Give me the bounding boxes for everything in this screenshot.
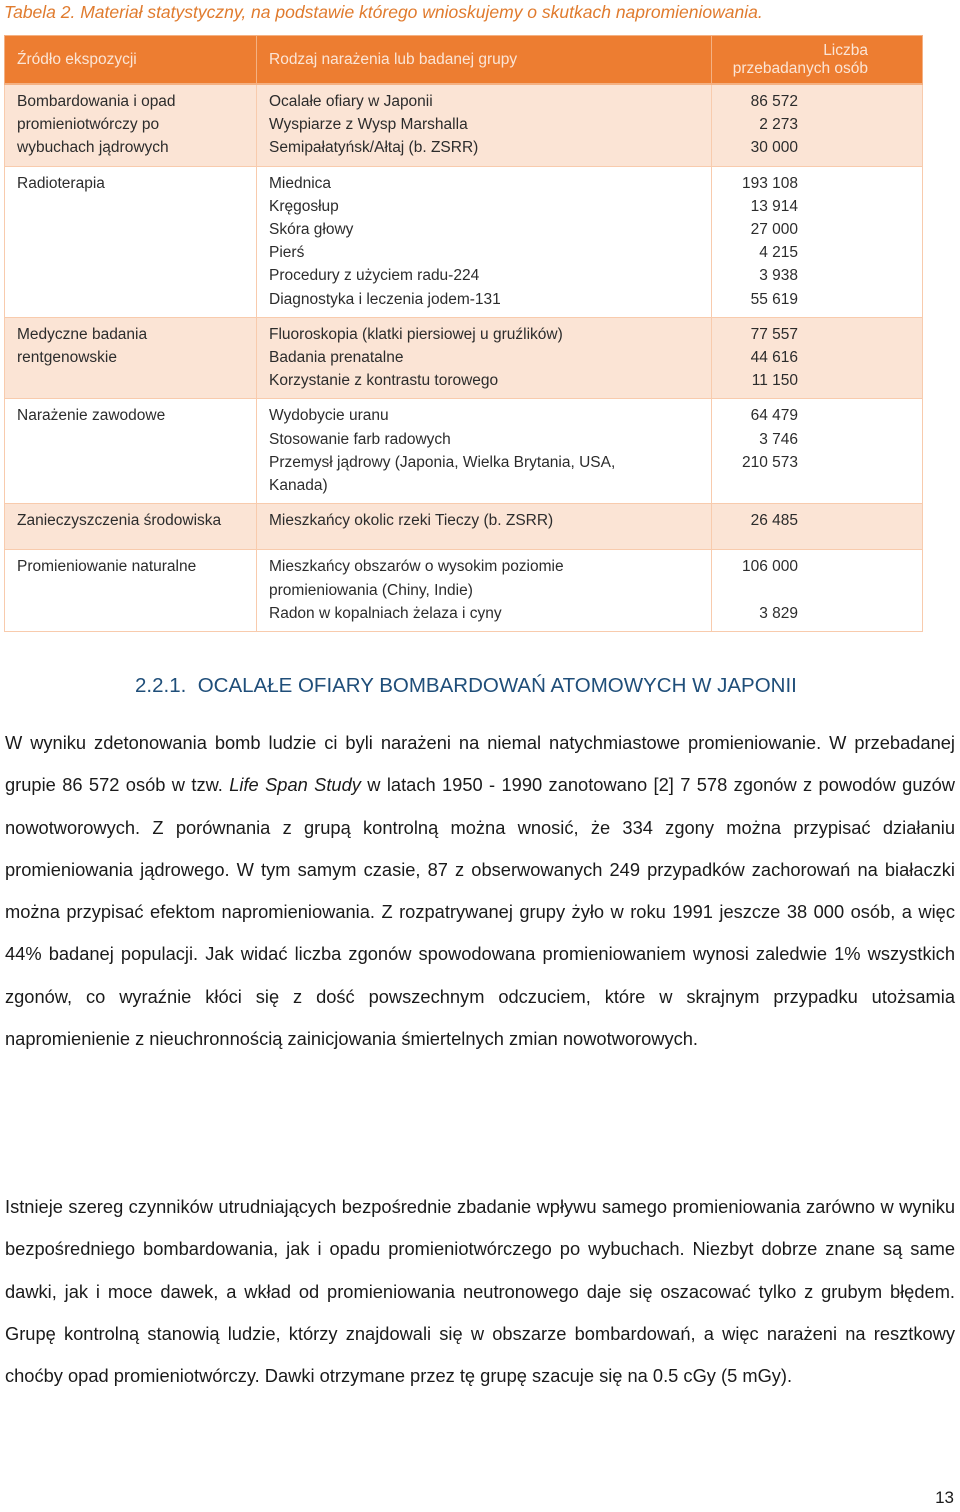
exposure-group-cell: Fluoroskopia (klatki piersiowej u gruźlików) Badania prenatalne Korzystanie z kontrastu torowego	[257, 317, 712, 399]
count-cell: 106 000 3 829	[712, 550, 923, 632]
section-heading	[135, 674, 797, 698]
exposure-source-cell: Bombardowania i opad promieniotwórczy po wybuchach jądrowych	[5, 84, 257, 166]
table-caption: Tabela 2. Materiał statystyczny, na podstawie którego wnioskujemy o skutkach napromieniowania.	[4, 2, 763, 22]
body-paragraph: Istnieje szereg czynników utrudniających bezpośrednie zbadanie wpływu samego promieniowania zarówno w wyniku bezpośredniego bombardowania, jak i opadu promieniotwórczego po wybuchach. Niezbyt dobrze znane są same dawki, jak i moce dawek, a wkład od promieniowania neutronowego daje się oszacować tylko z grubym błędem. Grupę kontrolną stanowią ludzie, którzy znajdowali się w obszarze bombardowań, a więc narażeni na resztkowy choćby opad promieniotwórczy. Dawki otrzymane przez tę grupę szacuje się na 0.5 cGy (5 mGy).	[5, 1196, 955, 1387]
exposure-group-cell: Wydobycie uranu Stosowanie farb radowych Przemysł jądrowy (Japonia, Wielka Brytania, USA, Kanada)	[257, 399, 712, 504]
exposure-source-cell: Radioterapia	[5, 166, 257, 317]
count-cell: 64 479 3 746 210 573	[712, 399, 923, 504]
count-cell: 193 108 13 914 27 000 4 215 3 938 55 619	[712, 166, 923, 317]
header-count: Liczba przebadanych osób	[712, 36, 923, 85]
exposure-group-cell: Ocalałe ofiary w Japonii Wyspiarze z Wysp Marshalla Semipałatyńsk/Ałtaj (b. ZSRR)	[257, 84, 712, 166]
study-name: Life Span Study	[229, 774, 361, 796]
section-number: 2.2.1.	[135, 674, 187, 697]
table-row	[5, 399, 923, 504]
table-header-row	[5, 36, 923, 85]
header-exposure-type: Rodzaj narażenia lub badanej grupy	[257, 36, 712, 85]
table-row	[5, 504, 923, 550]
table-row	[5, 84, 923, 166]
statistics-table	[4, 35, 923, 632]
count-cell: 77 557 44 616 11 150	[712, 317, 923, 399]
body-paragraph: W wyniku zdetonowania bomb ludzie ci byli narażeni na niemal natychmiastowe promieniowanie. W przebadanej grupie 86 572 osób w tzw. Life Span Study w latach 1950 - 1990 zanotowano [2] 7 578 zgonów z powodów guzów nowotworowych. Z porównania z grupą kontrolną można wnosić, że 334 zgony można przypisać działaniu promieniowania jądrowego. W tym samym czasie, 87 z obserwowanych 249 przypadków zachorowań na białaczki można przypisać efektom napromieniowania. Z rozpatrywanej grupy żyło w roku 1991 jeszcze 38 000 osób, a więc 44% badanej populacji. Jak widać liczba zgonów spowodowana promieniowaniem wynosi zaledwie 1% wszystkich zgonów, co wyraźnie kłóci się z dość powszechnym odczuciem, które w skrajnym przypadku utożsamia napromienienie z nieuchronnością zainicjowania śmiertelnych zmian nowotworowych.	[5, 732, 955, 1050]
count-cell: 86 572 2 273 30 000	[712, 84, 923, 166]
exposure-source-cell: Zanieczyszczenia środowiska	[5, 504, 257, 550]
page-number: 13	[935, 1488, 954, 1507]
exposure-group-cell: Miednica Kręgosłup Skóra głowy Pierś Procedury z użyciem radu-224 Diagnostyka i leczenia jodem-131	[257, 166, 712, 317]
count-cell: 26 485	[712, 504, 923, 550]
exposure-source-cell: Narażenie zawodowe	[5, 399, 257, 504]
exposure-source-cell: Promieniowanie naturalne	[5, 550, 257, 632]
table-row	[5, 550, 923, 632]
section-title: OCALAŁE OFIARY BOMBARDOWAŃ ATOMOWYCH W JAPONII	[197, 674, 797, 697]
table-row	[5, 166, 923, 317]
exposure-group-cell: Mieszkańcy obszarów o wysokim poziomie promieniowania (Chiny, Indie) Radon w kopalniach żelaza i cyny	[257, 550, 712, 632]
exposure-source-cell: Medyczne badania rentgenowskie	[5, 317, 257, 399]
exposure-group-cell: Mieszkańcy okolic rzeki Tieczy (b. ZSRR)	[257, 504, 712, 550]
table-row	[5, 317, 923, 399]
header-exposure-source: Źródło ekspozycji	[5, 36, 257, 85]
